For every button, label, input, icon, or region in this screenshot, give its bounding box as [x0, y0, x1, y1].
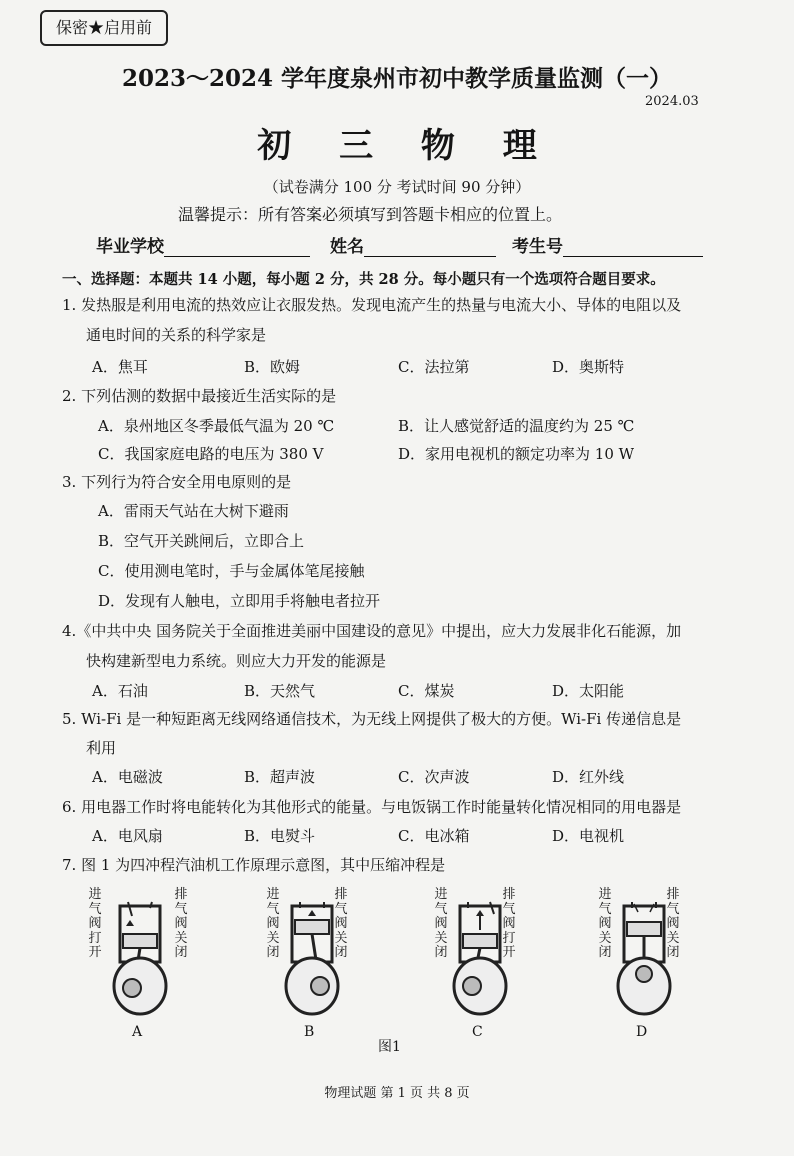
option: B．天然气: [244, 682, 316, 700]
field-name-blank: [364, 238, 496, 257]
field-name-label: 姓名: [330, 237, 364, 257]
option: A．电风扇: [92, 827, 163, 845]
engine-diagram-d: [594, 888, 704, 1048]
engine-label: B: [304, 1024, 315, 1040]
engine-diagram-b: [262, 888, 372, 1048]
option: C．法拉第: [398, 358, 470, 376]
option: C．使用测电笔时，手与金属体笔尾接触: [98, 562, 365, 580]
question-number: 2.: [62, 387, 77, 405]
option: B．让人感觉舒适的温度约为 25 ℃: [398, 417, 635, 435]
engine-d-icon: [612, 900, 676, 1018]
field-id-blank: [563, 238, 703, 257]
field-school-label: 毕业学校: [96, 237, 164, 257]
intake-valve-label: 进气阀关闭: [266, 887, 280, 960]
option: D．发现有人触电，立即用手将触电者拉开: [98, 592, 381, 610]
question-4-stem-cont: 快构建新型电力系统。则应大力开发的能源是: [86, 652, 387, 670]
engine-b-icon: [280, 900, 344, 1018]
section-heading: [62, 268, 665, 289]
engine-label: D: [636, 1024, 648, 1040]
option: C．我国家庭电路的电压为 380 V: [98, 445, 324, 463]
exhaust-valve-label: 排气阀关闭: [666, 887, 680, 960]
intake-valve-label: 进气阀关闭: [598, 887, 612, 960]
engine-diagram-a: [88, 888, 198, 1048]
option: D．电视机: [552, 827, 625, 845]
engine-a-icon: [106, 900, 176, 1018]
question-6: [62, 796, 681, 817]
exhaust-valve-label: 排气阀打开: [502, 887, 516, 960]
exam-title: 2023～2024 学年度泉州市初中教学质量监测（一）: [121, 65, 673, 92]
field-id: [512, 232, 703, 257]
question-1: [62, 294, 681, 315]
figure-caption: 图1: [378, 1039, 401, 1055]
question-stem: 用电器工作时将电能转化为其他形式的能量。与电饭锅工作时能量转化情况相同的用电器是: [81, 798, 682, 816]
question-stem: Wi-Fi 是一种短距离无线网络通信技术，为无线上网提供了极大的方便。Wi-Fi 传递信息是: [81, 710, 682, 728]
question-number: 6.: [62, 798, 77, 816]
option: B．电熨斗: [244, 827, 316, 845]
question-2: [62, 385, 336, 406]
question-number: 3.: [62, 473, 77, 491]
question-number: 7.: [62, 856, 77, 874]
intake-valve-label: 进气阀打开: [88, 887, 102, 960]
question-stem: 《中共中央 国务院关于全面推进美丽中国建设的意见》中提出，应大力发展非化石能源，加: [76, 622, 682, 640]
exhaust-valve-label: 排气阀关闭: [334, 887, 348, 960]
option: C．煤炭: [398, 682, 455, 700]
section-description: 本题共 14 小题，每小题 2 分，共 28 分。每小题只有一个选项符合题目要求。: [149, 271, 665, 288]
warm-tip: 温馨提示：所有答案必须填写到答题卡相应的位置上。: [178, 205, 563, 224]
exam-date: 2024.03: [645, 94, 699, 109]
option: D．红外线: [552, 768, 625, 786]
option: D．奥斯特: [552, 358, 625, 376]
question-number: 1.: [62, 296, 77, 314]
option: C．电冰箱: [398, 827, 470, 845]
question-3: [62, 471, 291, 492]
option: A．雷雨天气站在大树下避雨: [98, 502, 289, 520]
option: C．次声波: [398, 768, 470, 786]
confidential-stamp: 保密★启用前: [40, 10, 168, 46]
engine-label: A: [132, 1024, 143, 1040]
option: D．家用电视机的额定功率为 10 W: [398, 445, 635, 463]
option: A．石油: [92, 682, 148, 700]
exam-info: （试卷满分 100 分 考试时间 90 分钟）: [263, 178, 531, 196]
page-footer: 物理试题 第 1 页 共 8 页: [324, 1086, 470, 1101]
field-school: [96, 232, 310, 257]
option: B．欧姆: [244, 358, 301, 376]
question-1-stem-cont: 通电时间的关系的科学家是: [86, 326, 267, 344]
exhaust-valve-label: 排气阀关闭: [174, 887, 188, 960]
engine-diagram-c: [430, 888, 540, 1048]
question-5: [62, 708, 681, 729]
field-id-label: 考生号: [512, 237, 563, 257]
question-7: [62, 854, 445, 875]
question-stem: 发热服是利用电流的热效应让衣服发热。发现电流产生的热量与电流大小、导体的电阻以及: [81, 296, 682, 314]
question-stem: 下列行为符合安全用电原则的是: [81, 473, 292, 491]
question-number: 4.: [62, 622, 77, 640]
intake-valve-label: 进气阀关闭: [434, 887, 448, 960]
option: A．泉州地区冬季最低气温为 20 ℃: [98, 417, 335, 435]
field-school-blank: [164, 238, 310, 257]
section-title: 一、选择题：: [62, 271, 149, 288]
question-number: 5.: [62, 710, 77, 728]
option: A．电磁波: [92, 768, 163, 786]
engine-label: C: [472, 1024, 483, 1040]
question-5-stem-cont: 利用: [86, 739, 117, 757]
question-stem: 下列估测的数据中最接近生活实际的是: [81, 387, 337, 405]
engine-c-icon: [448, 900, 512, 1018]
field-name: [330, 232, 496, 257]
question-4: [62, 620, 681, 641]
option: B．空气开关跳闸后，立即合上: [98, 532, 305, 550]
option: D．太阳能: [552, 682, 625, 700]
subject-title: 初 三 物 理: [257, 126, 555, 166]
option: B．超声波: [244, 768, 316, 786]
option: A．焦耳: [92, 358, 148, 376]
question-stem: 图 1 为四冲程汽油机工作原理示意图，其中压缩冲程是: [81, 856, 446, 874]
